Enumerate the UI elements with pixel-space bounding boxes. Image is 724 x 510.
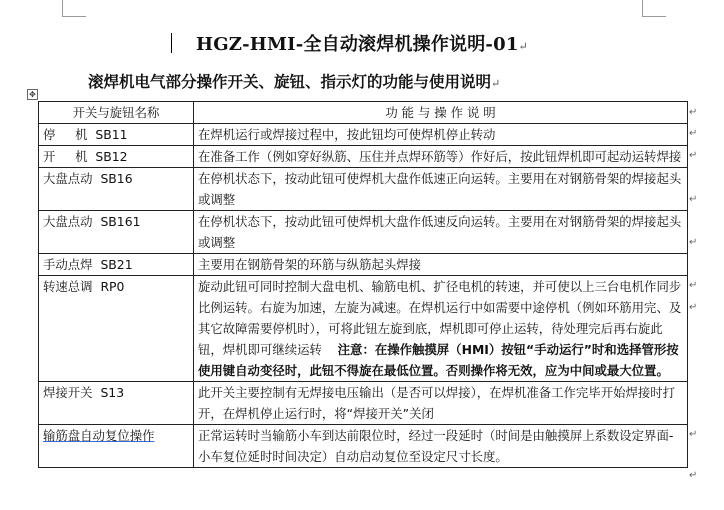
row-end-mark: ↵	[689, 107, 698, 118]
table-row	[39, 211, 688, 254]
row-end-mark: ↵	[689, 150, 698, 161]
crop-mark-top-left-v	[62, 0, 63, 16]
crop-mark-top-right-v	[642, 0, 643, 16]
row-desc: 主要用在钢筋骨架的环筋与纵筋起头焊接	[194, 254, 688, 276]
table-row	[39, 254, 688, 276]
row-name: 转速总调 RP0	[39, 276, 194, 382]
header-desc: 功 能 与 操 作 说 明	[194, 102, 688, 124]
document-title-text: HGZ-HMI-全自动滚焊机操作说明-01	[196, 34, 519, 55]
table-row	[39, 124, 688, 146]
move-handle-icon[interactable]: ✥	[27, 89, 38, 100]
row-desc: 在停机状态下，按动此钮可使焊机大盘作低速反向运转。主要用在对钢筋骨架的焊接起头或调整	[194, 211, 688, 254]
spec-table	[38, 101, 688, 468]
row-name: 大盘点动 SB16	[39, 168, 194, 211]
paragraph-mark: ↵	[518, 40, 528, 53]
row-end-mark: ↵	[689, 280, 698, 291]
row-end-mark: ↵	[689, 302, 698, 313]
document-subtitle-text: 滚焊机电气部分操作开关、旋钮、指示灯的功能与使用说明	[88, 72, 492, 91]
table-row	[39, 425, 688, 468]
table-row	[39, 146, 688, 168]
row-desc: 在停机状态下，按动此钮可使焊机大盘作低速正向运转。主要用在对钢筋骨架的焊接起头或调整	[194, 168, 688, 211]
table-row	[39, 276, 688, 382]
row-desc-container	[194, 276, 688, 382]
row-end-mark: ↵	[689, 128, 698, 139]
row-name: 输筋盘自动复位操作	[39, 425, 194, 468]
paragraph-mark: ↵	[491, 77, 501, 90]
document-subtitle[interactable]	[88, 70, 500, 92]
row-name: 手动点焊 SB21	[39, 254, 194, 276]
row-note: 注意：在操作触摸屏（HMI）按钮“手动运行”时和选择管形按使用键自动变径时，此钮不得旋在最低位置。否则操作将无效，应为中间或最大位置。	[198, 342, 679, 378]
row-desc: 旋动此钮可同时控制大盘电机、输筋电机、扩径电机的转速，并可使以上三台电机作同步比例运转。右旋为加速，左旋为减速。在焊机运行中如需要中途停机（例如环筋用完、及其它故障需要停机时），可将此钮左旋到底，焊机即可停止运转，待处理完后再右旋此钮，焊机即可继续运转	[198, 279, 682, 357]
document-title[interactable]	[0, 30, 724, 56]
row-desc: 此开关主要控制有无焊接电压输出（是否可以焊接），在焊机准备工作完毕开始焊接时打开，在焊机停止运行时，将“焊接开关”关闭	[194, 382, 688, 425]
header-name: 开关与旋钮名称	[39, 102, 194, 124]
table-row	[39, 382, 688, 425]
row-end-mark: ↵	[689, 429, 698, 440]
row-end-mark: ↵	[689, 237, 698, 248]
table-header-row	[39, 102, 688, 124]
row-desc: 正常运转时当输筋小车到达前限位时，经过一段延时（时间是由触摸屏上系数设定界面-小车复位延时时间决定）自动启动复位至设定尺寸长度。	[194, 425, 688, 468]
row-name: 开 机 SB12	[39, 146, 194, 168]
row-name: 焊接开关 S13	[39, 382, 194, 425]
row-name: 停 机 SB11	[39, 124, 194, 146]
crop-mark-top-left-h	[62, 16, 86, 17]
row-name: 大盘点动 SB161	[39, 211, 194, 254]
row-end-mark: ↵	[689, 194, 698, 205]
row-desc: 在焊机运行或焊接过程中，按此钮均可使焊机停止转动	[194, 124, 688, 146]
row-desc: 在准备工作（例如穿好纵筋、压住并点焊环筋等）作好后，按此钮焊机即可起动运转焊接	[194, 146, 688, 168]
table-row	[39, 168, 688, 211]
row-end-mark: ↵	[689, 470, 698, 481]
crop-mark-top-right-h	[642, 16, 666, 17]
